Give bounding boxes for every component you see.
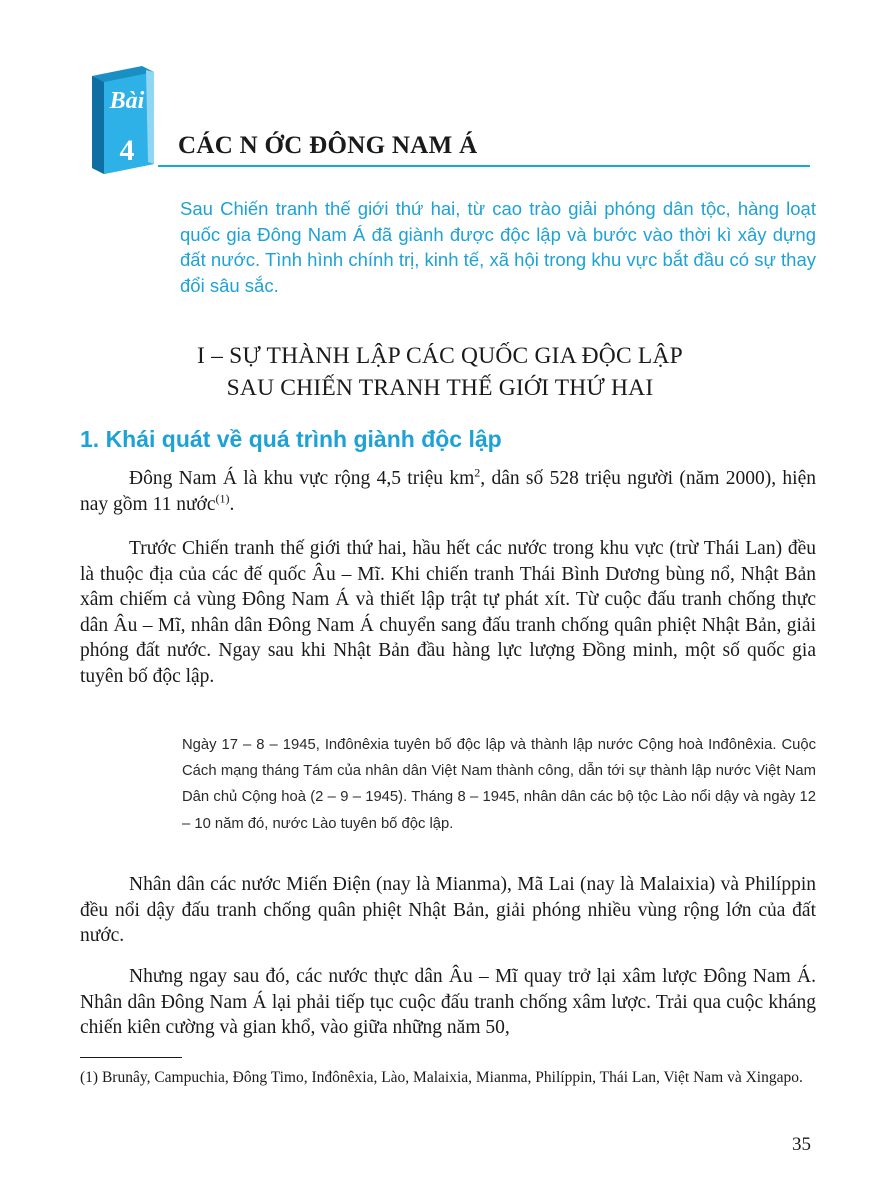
paragraph-1-text-b: , dân số 528 triệu người (năm 2000), hiện nay gồm 11 nước: [80, 468, 816, 515]
lesson-badge-book-icon: [92, 66, 158, 176]
page-number: 35: [792, 1134, 811, 1155]
section-heading-line1: I – SỰ THÀNH LẬP CÁC QUỐC GIA ĐỘC LẬP: [197, 343, 683, 369]
paragraph-2: Trước Chiến tranh thế giới thứ hai, hầu hết các nước trong khu vực (trừ Thái Lan) đều là thuộc địa của các đế quốc Âu – Mĩ. Khi chiến tranh Thái Bình Dương bùng nổ, Nhật Bản xâm chiếm cả vùng Đông Nam Á và thiết lập trật tự phát xít. Từ cuộc đấu tranh chống thực dân Âu – Mĩ, nhân dân Đông Nam Á chuyển sang đấu tranh chống quân phiệt Nhật Bản, giải phóng đất nước. Ngay sau khi Nhật Bản đầu hàng lực lượng Đồng minh, một số quốc gia tuyên bố độc lập.: [80, 538, 816, 687]
paragraph-1-text-c: .: [229, 493, 235, 515]
footnote-divider: [80, 1057, 182, 1058]
quote-block: Ngày 17 – 8 – 1945, Inđônêxia tuyên bố độc lập và thành lập nước Cộng hoà Inđônêxia. Cuộc Cách mạng tháng Tám của nhân dân Việt Nam thành công, dẫn tới sự thành lập nước Việt Nam Dân chủ Cộng hoà (2 – 9 – 1945). Tháng 8 – 1945, nhân dân các bộ tộc Lào nổi dậy và ngày 12 – 10 năm đó, nước Lào tuyên bố độc lập.: [182, 737, 816, 832]
subsection-heading: 1. Khái quát về quá trình giành độc lập: [80, 426, 502, 452]
lesson-title: CÁC N ỚC ĐÔNG NAM Á: [178, 132, 478, 159]
footnote-ref: (1): [215, 491, 230, 506]
title-underline: [158, 165, 810, 167]
lesson-badge-word: Bài: [109, 88, 145, 114]
section-heading: [120, 340, 760, 404]
superscript-area-unit: 2: [474, 465, 481, 480]
lesson-badge-number: 4: [119, 134, 135, 167]
paragraph-1-text-a: Đông Nam Á là khu vực rộng 4,5 triệu km: [129, 468, 475, 489]
section-heading-line2: SAU CHIẾN TRANH THẾ GIỚI THỨ HAI: [226, 375, 654, 401]
lesson-intro: Sau Chiến tranh thế giới thứ hai, từ cao trào giải phóng dân tộc, hàng loạt quốc gia Đông Nam Á đã giành được độc lập và bước vào thời kì xây dựng đất nước. Tình hình chính trị, kinh tế, xã hội trong khu vực bắt đầu có sự thay đổi sâu sắc.: [180, 198, 816, 296]
footnote: (1) Brunây, Campuchia, Đông Timo, Inđônêxia, Lào, Malaixia, Mianma, Philíppin, Thái Lan, Việt Nam và Xingapo.: [80, 1069, 803, 1086]
paragraph-3: Nhân dân các nước Miến Điện (nay là Mianma), Mã Lai (nay là Malaixia) và Philíppin đều nổi dậy đấu tranh chống quân phiệt Nhật Bản, giải phóng nhiều vùng rộng lớn của đất nước.: [80, 874, 816, 947]
paragraph-4: Nhưng ngay sau đó, các nước thực dân Âu – Mĩ quay trở lại xâm lược Đông Nam Á. Nhân dân Đông Nam Á lại phải tiếp tục cuộc đấu tranh chống xâm lược. Trải qua cuộc kháng chiến kiên cường và gian khổ, vào giữa những năm 50,: [80, 966, 816, 1039]
paragraph-1: [80, 466, 816, 517]
